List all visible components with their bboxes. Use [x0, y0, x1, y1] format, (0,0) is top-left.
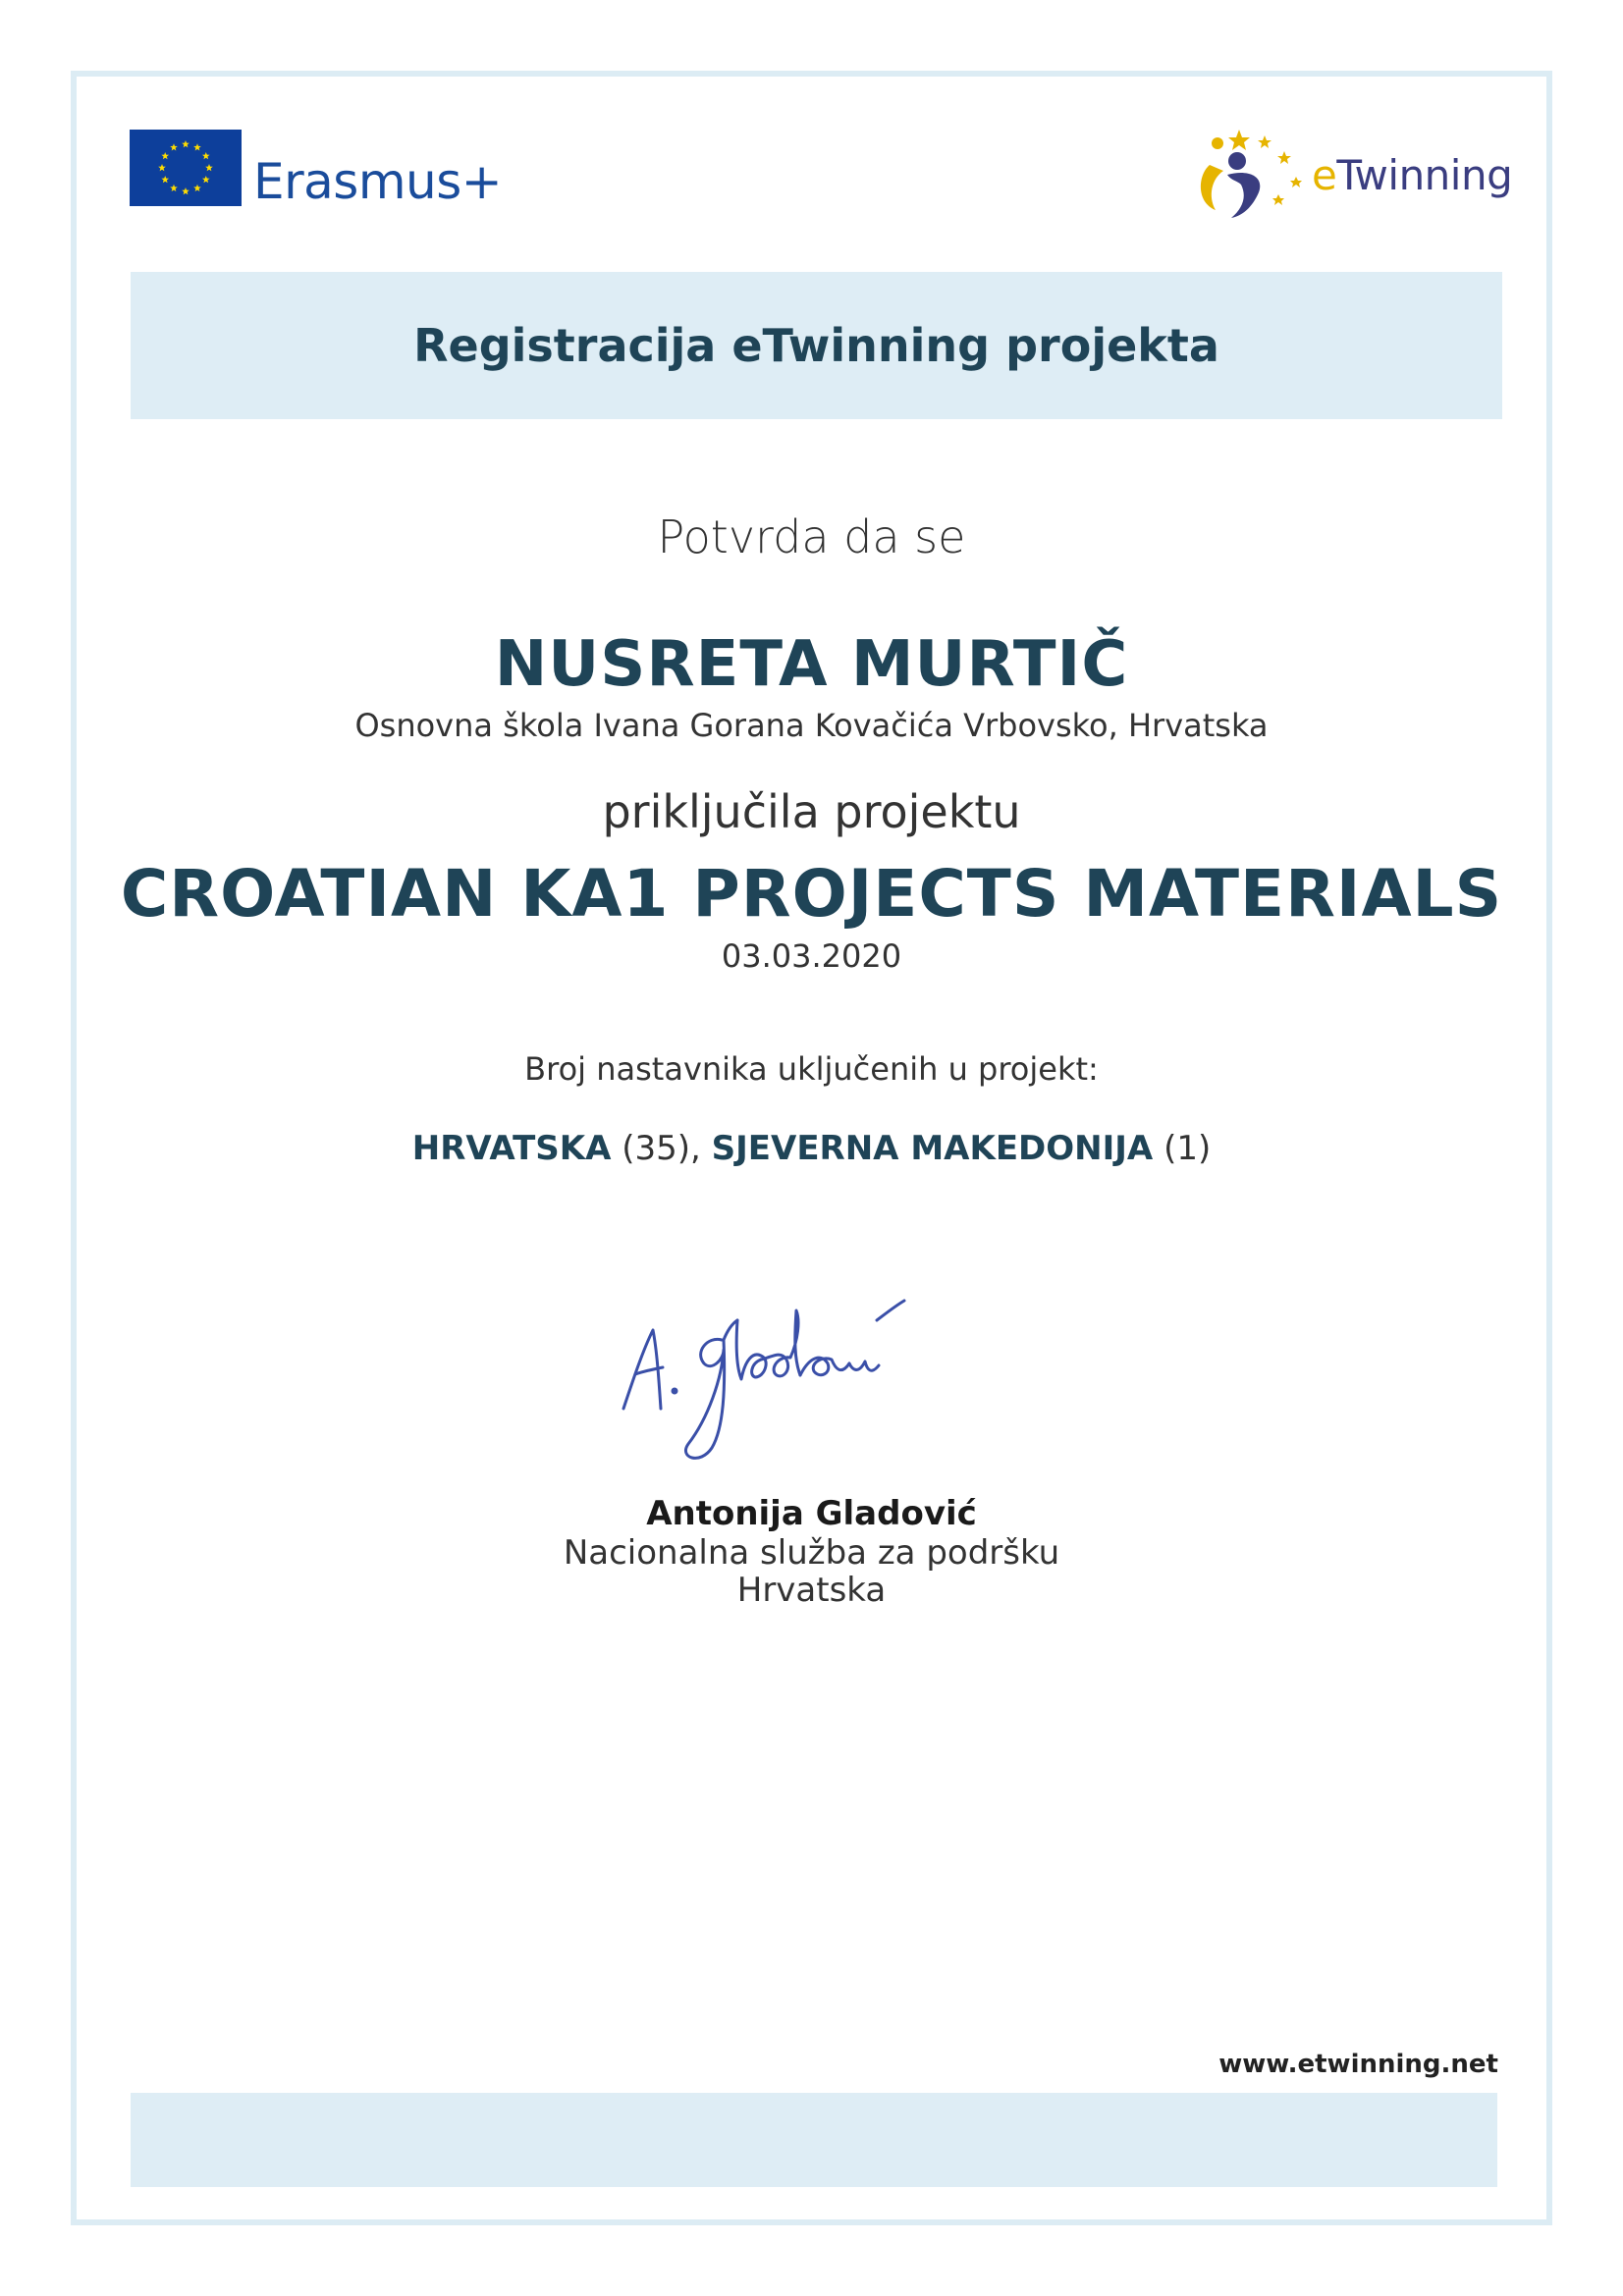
title-band — [131, 272, 1502, 419]
eu-star-icon — [202, 152, 210, 159]
country-name: HRVATSKA — [411, 1129, 612, 1168]
recipient-name: NUSRETA MURTIČ — [494, 628, 1129, 701]
eu-star-icon — [205, 164, 213, 171]
eu-star-icon — [193, 185, 201, 191]
countries-list: HRVATSKA (35), SJEVERNA MAKEDONIJA (1) — [411, 1129, 1212, 1168]
eu-star-icon — [193, 143, 201, 150]
eu-star-icon — [161, 152, 169, 159]
eu-star-icon — [202, 176, 210, 183]
eu-flag-icon — [130, 130, 242, 206]
eu-star-icon — [182, 187, 189, 194]
page-title: Registracija eTwinning projekta — [413, 319, 1219, 372]
etwinning-logo — [1188, 126, 1512, 224]
project-name: CROATIAN KA1 PROJECTS MATERIALS — [120, 856, 1503, 932]
signer-role: Nacionalna služba za podršku — [563, 1533, 1060, 1573]
school-name: Osnovna škola Ivana Gorana Kovačića Vrbovsko, Hrvatska — [354, 707, 1269, 744]
etwinning-logo-text: eTwinning — [1312, 150, 1513, 199]
country-count: (35) — [622, 1129, 691, 1168]
signer-name: Antonija Gladović — [646, 1494, 977, 1533]
confirmation-text: Potvrda da se — [657, 510, 966, 563]
eu-star-icon — [161, 176, 169, 183]
erasmus-logo-text: Erasmus+ — [253, 153, 503, 210]
erasmus-logo — [130, 130, 503, 210]
eu-star-icon — [182, 140, 189, 147]
bottom-band — [131, 2093, 1497, 2187]
joined-text: priključila projektu — [602, 785, 1021, 838]
etwinning-figures-icon — [1188, 126, 1306, 224]
website-link[interactable]: www.etwinning.net — [1218, 2050, 1498, 2079]
eu-star-icon — [170, 185, 178, 191]
eu-star-icon — [170, 143, 178, 150]
signer-country: Hrvatska — [736, 1571, 887, 1610]
handwritten-signature — [614, 1261, 1026, 1477]
project-date: 03.03.2020 — [721, 937, 902, 975]
teachers-count-label: Broj nastavnika uključenih u projekt: — [524, 1050, 1099, 1088]
eu-star-icon — [158, 164, 166, 171]
country-name: SJEVERNA MAKEDONIJA — [711, 1129, 1154, 1168]
country-count: (1) — [1163, 1129, 1212, 1168]
